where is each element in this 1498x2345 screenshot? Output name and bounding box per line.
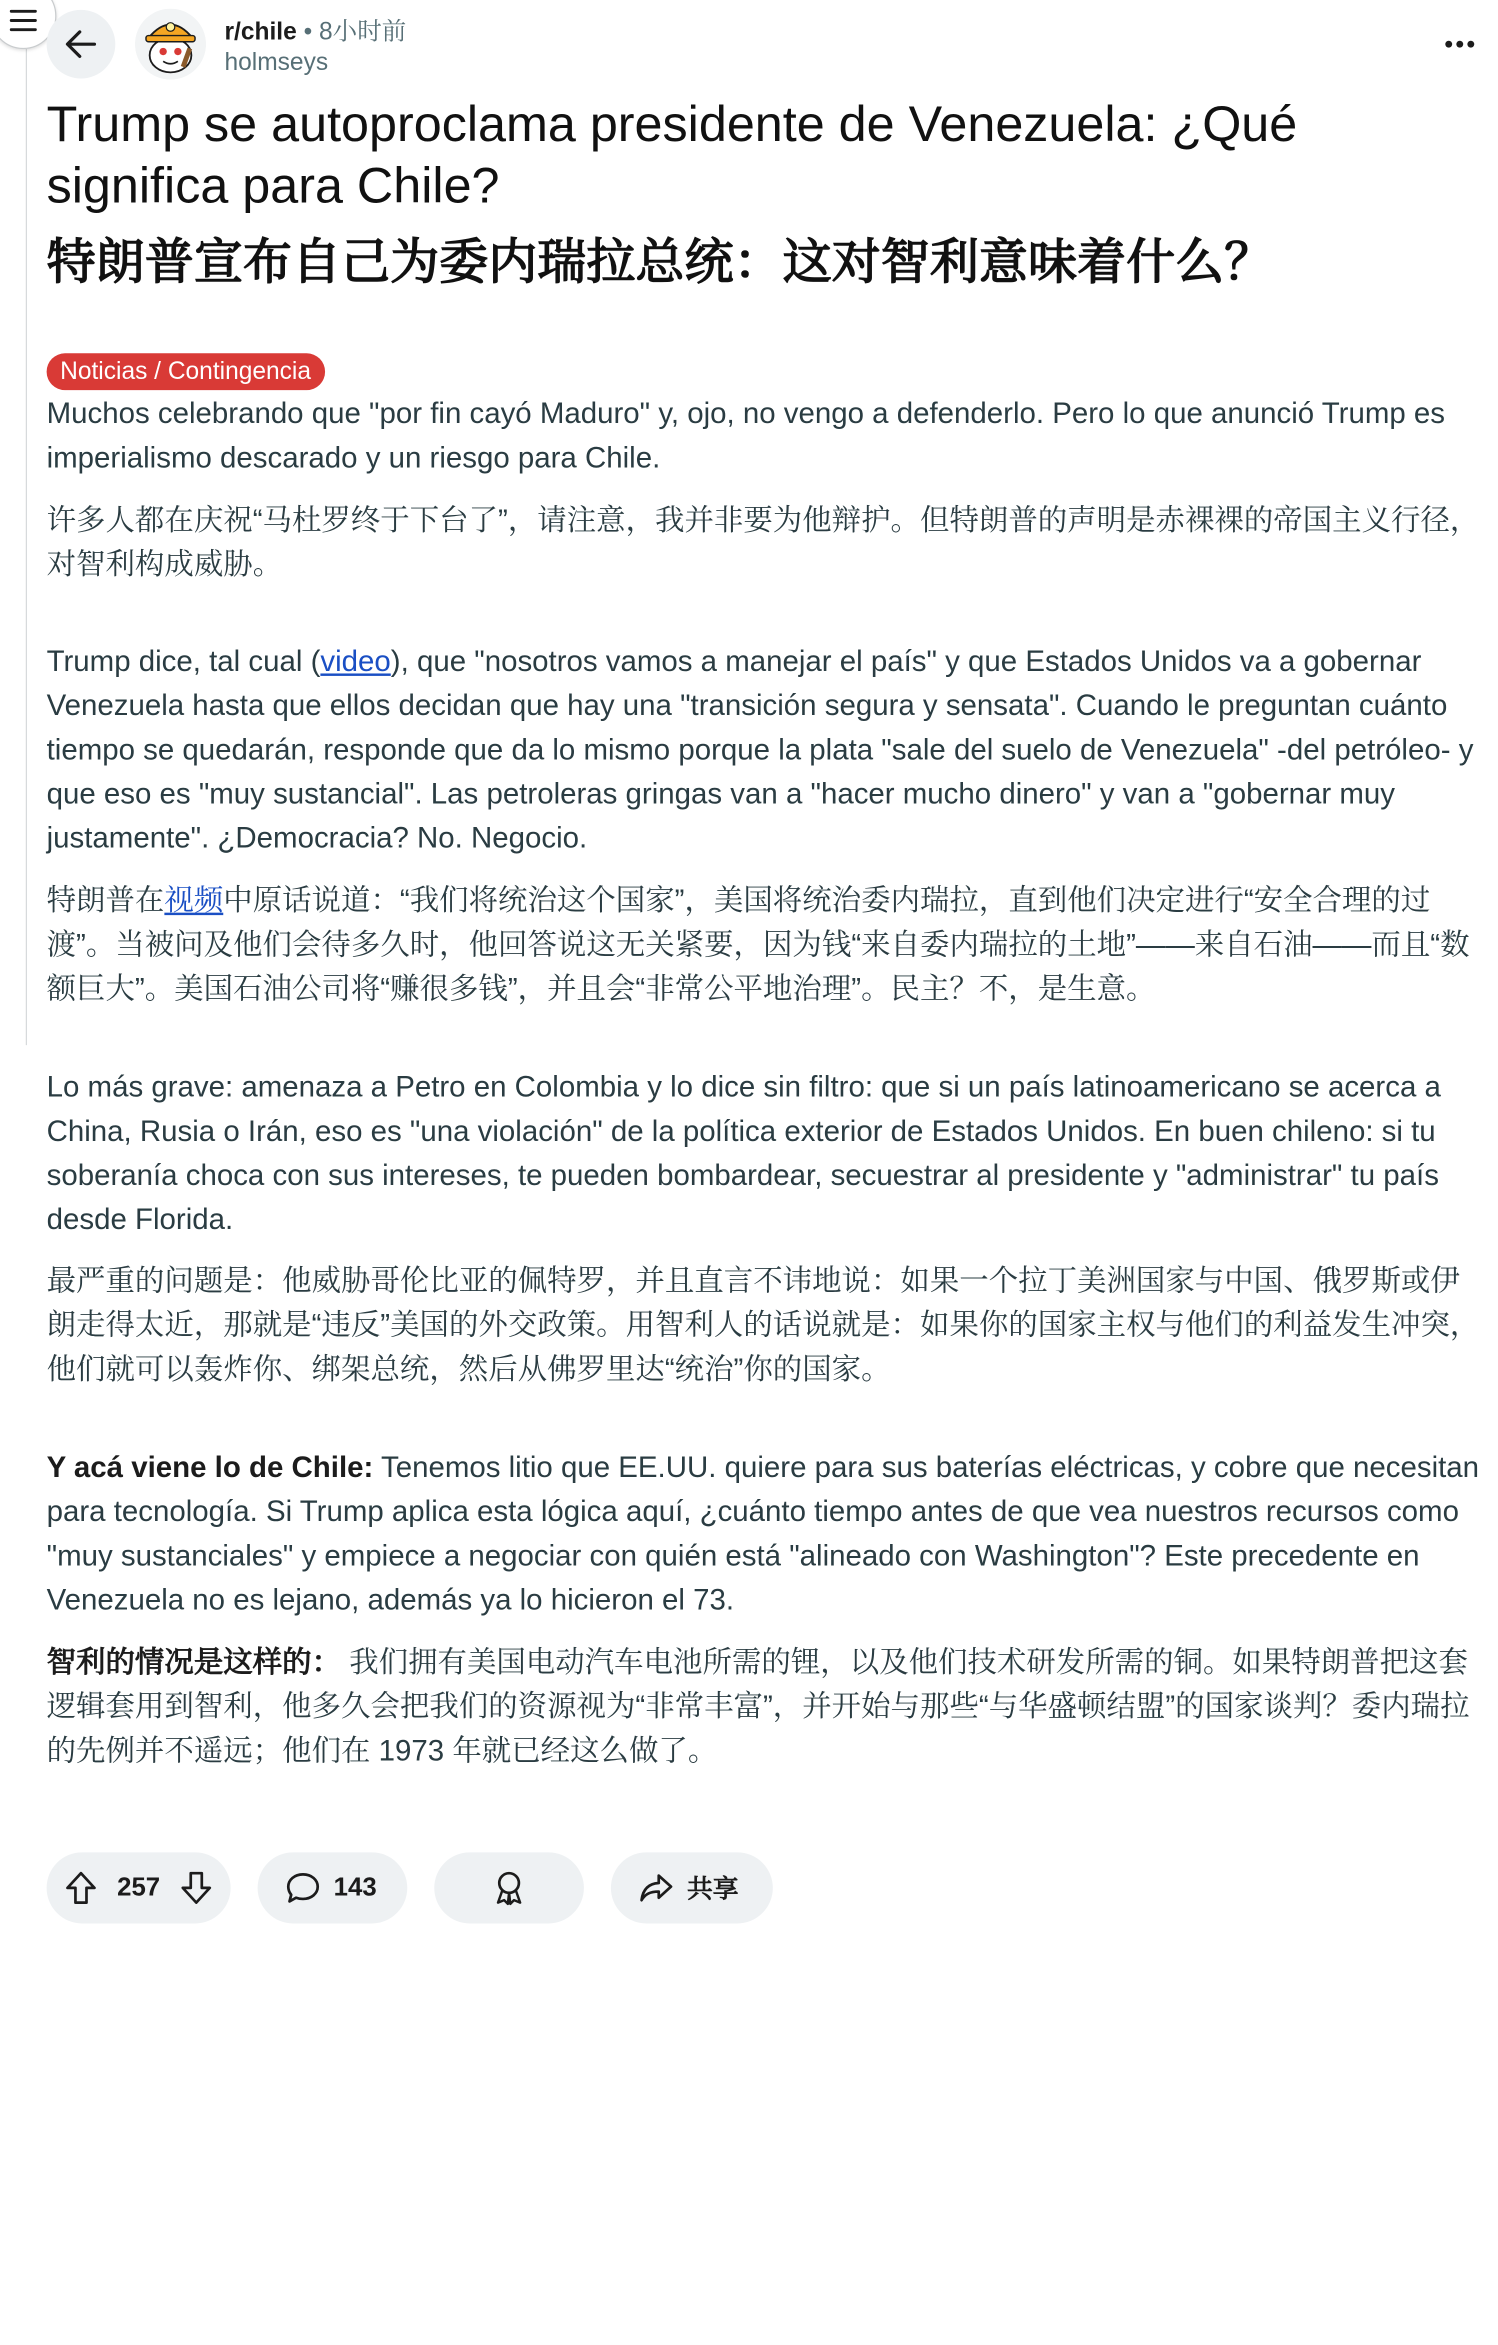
post-time: 8小时前 (319, 18, 407, 46)
more-horizontal-icon (1444, 39, 1476, 49)
meta-separator: • (303, 18, 313, 46)
subreddit-avatar-icon (135, 9, 206, 80)
comment-count: 143 (333, 1873, 377, 1902)
paragraph-4-zh-lead: 智利的情况是这样的： (46, 1646, 342, 1680)
paragraph-4-es-lead: Y acá viene lo de Chile: (46, 1451, 374, 1485)
share-icon (638, 1872, 675, 1904)
downvote-icon[interactable] (179, 1869, 213, 1906)
paragraph-1-zh: 许多人都在庆祝“马杜罗终于下台了”，请注意，我并非要为他辩护。但特朗普的声明是赤裸裸的帝国主义行径，对智利构成威胁。 (46, 504, 1480, 582)
video-link-zh[interactable]: 视频 (164, 884, 224, 918)
paragraph-3-zh: 最严重的问题是：他威胁哥伦比亚的佩特罗，并且直言不讳地说：如果一个拉丁美洲国家与中国、俄罗斯或伊朗走得太近，那就是“违反”美国的外交政策。用智利人的话说就是：如果你的国家主权与他们的利益发生冲突，他们就可以轰炸你、绑架总统，然后从佛罗里达“统治”你的国家。 (46, 1264, 1480, 1387)
vote-count: 257 (117, 1873, 161, 1902)
paragraph-2-zh (47, 880, 1482, 1012)
post-title-es: Trump se autoproclama presidente de Venezuela: ¿Qué significa para Chile? (46, 95, 1298, 214)
paragraph-4-zh-body: 我们拥有美国电动汽车电池所需的锂，以及他们技术研发所需的铜。如果特朗普把这套逻辑套用到智利，他多久会把我们的资源视为“非常丰富”，并开始与那些“与华盛顿结盟”的国家谈判？委内瑞拉的先例并不遥远；他们在 1973 年就已经这么做了。 (46, 1646, 1470, 1768)
more-options-button[interactable] (1433, 22, 1487, 66)
share-button[interactable] (611, 1852, 773, 1923)
vote-control (47, 1852, 231, 1923)
award-icon (492, 1869, 526, 1906)
paragraph-2-zh-start: 特朗普在 (46, 884, 165, 918)
paragraph-2-es (47, 640, 1482, 861)
post-title-zh: 特朗普宣布自己为委内瑞拉总统：这对智利意味着什么？ (46, 235, 1274, 290)
share-label: 共享 (686, 1875, 739, 1904)
post-flair[interactable]: Noticias / Contingencia (47, 353, 325, 390)
paragraph-1-es: Muchos celebrando que "por fin cayó Maduro" y, ojo, no vengo a defenderlo. Pero lo que anunció Trump es imperialismo descarado y un riesgo para Chile. (46, 397, 1446, 475)
comment-icon (285, 1871, 322, 1905)
video-link[interactable]: video (320, 645, 391, 679)
post-meta (224, 11, 406, 47)
thread-line (26, 49, 27, 1045)
paragraph-2-zh-end: 中原话说道：“我们将统治这个国家”，美国将统治委内瑞拉，直到他们决定进行“安全合理的过渡”。当被问及他们会待多久时，他回答说这无关紧要，因为钱“来自委内瑞拉的土地”——来自石油——而且“数额巨大”。美国石油公司将“赚很多钱”，并且会“非常公平地治理”。民主？不，是生意。 (46, 884, 1470, 1006)
subreddit-avatar[interactable] (135, 9, 206, 80)
paragraph-2-es-start: Trump dice, tal cual ( (46, 645, 321, 679)
paragraph-4-zh (47, 1641, 1482, 1773)
award-button[interactable] (434, 1852, 584, 1923)
paragraph-4-es (47, 1446, 1482, 1623)
paragraph-3-es: Lo más grave: amenaza a Petro en Colombia y lo dice sin filtro: que si un país latinoamericano se acerca a China, Rusia o Irán, eso es "una violación" de la política exterior de Estados Unidos. En buen chileno: si tu soberanía choca con sus intereses, te pueden bombardear, secuestrar al presidente y "administrar" tu país desde Florida. (46, 1070, 1441, 1237)
menu-icon (9, 9, 38, 34)
back-button[interactable] (47, 10, 116, 79)
paragraph-4-es-body: Tenemos litio que EE.UU. quiere para sus baterías eléctricas, y cobre que necesitan para tecnología. Si Trump aplica esta lógica aquí, ¿cuánto tiempo antes de que vea nuestros recursos como "muy sustanciales" y empiece a negociar con quién está "alineado con Washington"? Este precedente en Venezuela no es lejano, además ya lo hicieron el 73. (46, 1451, 1480, 1617)
comments-button[interactable] (258, 1852, 408, 1923)
post-author[interactable]: holmseys (224, 49, 329, 77)
upvote-icon[interactable] (64, 1869, 98, 1906)
arrow-left-icon (64, 27, 98, 61)
subreddit-name[interactable]: r/chile (224, 18, 297, 46)
paragraph-2-es-end: ), que "nosotros vamos a manejar el país" y que Estados Unidos va a gobernar Venezuela hasta que ellos decidan que hay una "transición segura y sensata". Cuando le preguntan cuánto tiempo se quedarán, responde que da lo mismo porque la plata "sale del suelo de Venezuela" -del petróleo- y que eso es "muy sustancial". Las petroleras gringas van a "hacer mucho dinero" y van a "gobernar muy justamente". ¿Democracia? No. Negocio. (46, 645, 1474, 856)
action-bar (47, 1852, 773, 1923)
